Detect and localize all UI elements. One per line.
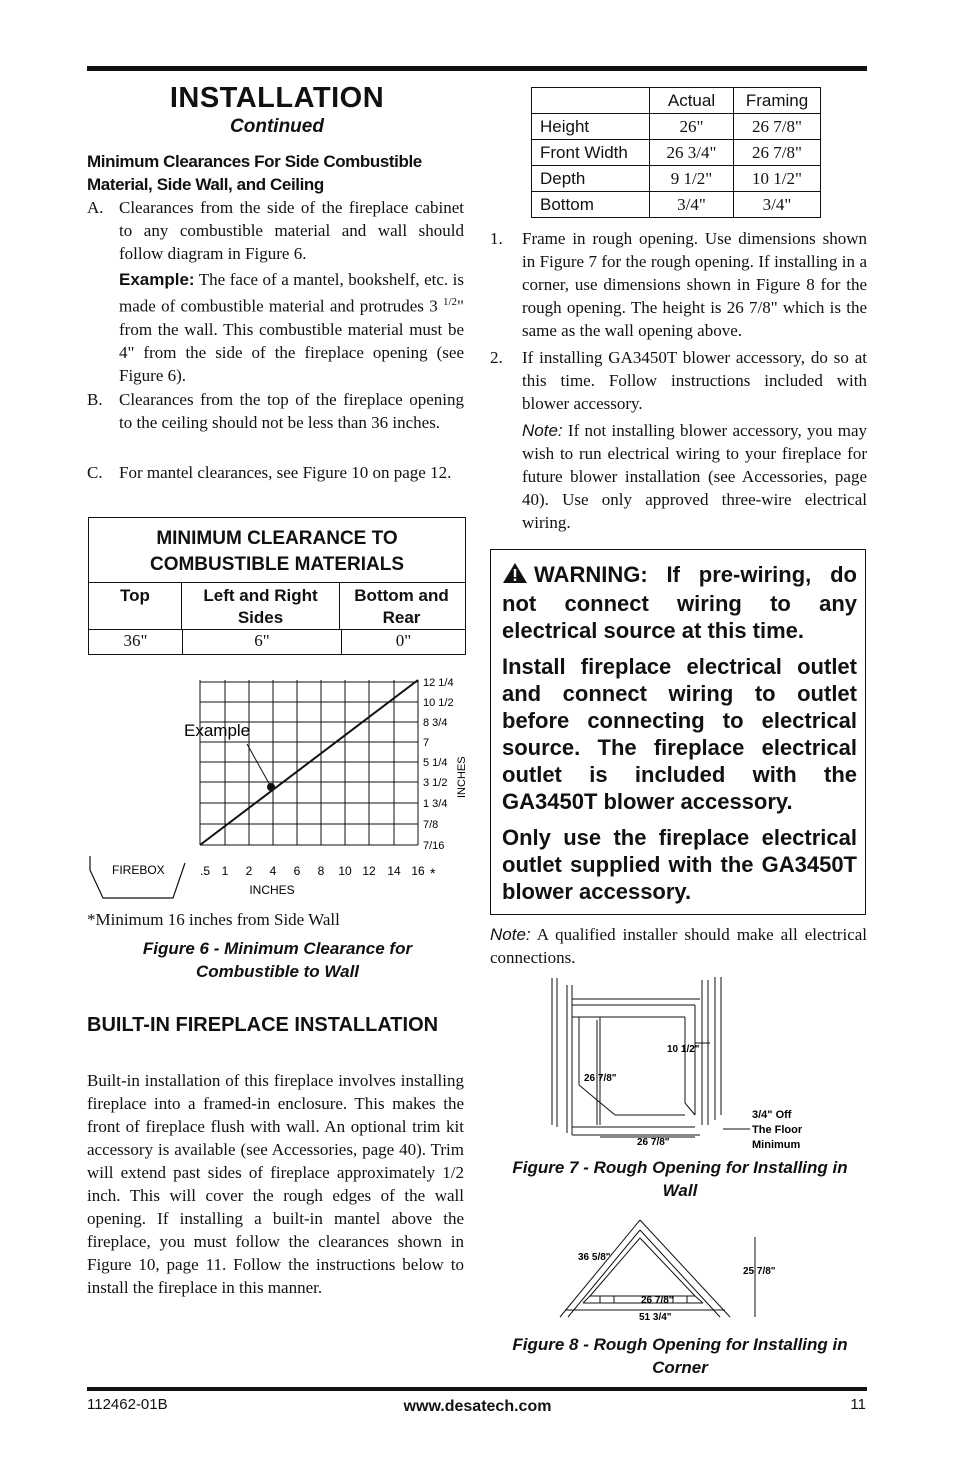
warning-text-1: WARNING: If pre-wiring, do not connect wiring to any electrical source at this time. <box>502 562 857 643</box>
page-number: 11 <box>850 1396 866 1413</box>
table-row <box>532 140 821 166</box>
note-text: If not installing blower accessory, you may wish to run electrical wiring to your fireplace for future blower installation (see Accessories, page 40). Use only approved three-wire electrical wiring. <box>522 421 867 532</box>
x-tick-label: 8 <box>317 864 325 878</box>
dim-actual: 3/4" <box>650 192 734 218</box>
example-leader <box>247 744 271 787</box>
dim-header-actual: Actual <box>650 88 734 114</box>
table-row <box>532 192 821 218</box>
dimension-table <box>531 87 821 218</box>
figure7-floor-note <box>752 1109 805 1151</box>
dimension-table-header <box>532 88 821 114</box>
list-item-c <box>87 461 464 484</box>
table-row <box>532 166 821 192</box>
figure7-depth-dim: 10 1/2" <box>667 1044 700 1055</box>
firebox-label: FIREBOX <box>112 863 165 877</box>
dim-framing: 26 7/8" <box>734 140 821 166</box>
top-rule <box>87 66 867 71</box>
example-text <box>119 268 464 387</box>
note-electrical <box>490 923 867 969</box>
item-label: B. <box>87 390 103 409</box>
y-tick-labels <box>423 677 454 852</box>
x-tick-labels <box>200 864 436 881</box>
list-item-b <box>87 388 464 434</box>
dim-framing: 3/4" <box>734 192 821 218</box>
x-tick-label: 4 <box>269 864 277 878</box>
item-label: A. <box>87 198 104 217</box>
clearance-header-bottom: Bottom and Rear <box>354 586 449 627</box>
figure6-caption: Figure 6 - Minimum Clearance for Combustible to Wall <box>142 939 413 981</box>
x-tick-label: 10 <box>338 864 352 878</box>
builtin-heading: BUILT-IN FIREPLACE INSTALLATION <box>87 1014 439 1036</box>
dim-header-framing: Framing <box>734 88 821 114</box>
figure7-width-dim: 26 7/8" <box>637 1137 670 1148</box>
step-text: If installing GA3450T blower accessory, do so at this time. Follow instructions included with blower accessory. <box>522 348 867 413</box>
figure8-caption: Figure 8 - Rough Opening for Installing in Corner <box>512 1335 848 1377</box>
figure8-total-dim: 51 3/4" <box>639 1312 672 1323</box>
figure6-example-label: Example <box>184 721 251 740</box>
dim-label: Bottom <box>532 192 650 218</box>
y-tick-label: 7 <box>423 737 430 749</box>
clearance-header-sides: Left and Right Sides <box>182 583 340 629</box>
step-text: Frame in rough opening. Use dimensions shown in Figure 7 for the rough opening. If installing in a corner, use dimensions shown in Figure 8 for the rough opening. The height is 26 7/8" which is the same as the wall opening above. <box>522 229 867 340</box>
clearance-table <box>88 517 466 655</box>
warning-box <box>490 549 866 915</box>
figure6-diagram <box>85 660 470 900</box>
step-label: 2. <box>490 348 503 367</box>
note-label: Note: <box>490 925 531 944</box>
x-tick-label: 14 <box>387 864 401 878</box>
y-axis-label: INCHES <box>456 756 468 798</box>
figure7-height-dim: 26 7/8" <box>584 1073 617 1084</box>
x-tick-label: 12 <box>362 864 376 878</box>
item-label: C. <box>87 463 103 482</box>
dim-label: Height <box>532 114 650 140</box>
figure8-diagram <box>555 1212 795 1327</box>
bottom-rule <box>87 1387 867 1391</box>
clearances-subhead: Minimum Clearances For Side Combustible Material, Side Wall, and Ceiling <box>87 152 422 194</box>
figure8-front-dim: 26 7/8" <box>641 1295 674 1306</box>
dim-label: Front Width <box>532 140 650 166</box>
part-number: 112462-01B <box>87 1396 168 1413</box>
x-tick-star: * <box>430 865 436 881</box>
step-label: 1. <box>490 229 503 248</box>
figure6-footnote: *Minimum 16 inches from Side Wall <box>87 910 340 929</box>
figure7-caption: Figure 7 - Rough Opening for Installing in Wall <box>512 1158 848 1200</box>
y-tick-label: 1 3/4 <box>423 798 448 810</box>
y-tick-label: 5 1/4 <box>423 757 448 769</box>
step-2 <box>490 346 867 415</box>
note-text: A qualified installer should make all electrical connections. <box>490 925 868 967</box>
warning-line-1 <box>502 561 857 644</box>
builtin-paragraph: Built-in installation of this fireplace involves installing fireplace into a framed-in enclosure. This makes the front of fireplace flush with wall. An optional trim kit accessory is available (see Accessories, page 40). Trim will extend past sides of fireplace approximately 1/2 inch. This will cover the rough edges of the wall opening. If installing a built-in mantel above the fireplace, you must follow the clearances shown in Figure 10, page 11. Follow the instructions below to install the fireplace in this manner. <box>87 1071 464 1297</box>
section-title: INSTALLATION <box>169 82 385 114</box>
x-tick-label: 16 <box>411 864 425 878</box>
y-tick-label: 7/8 <box>423 819 439 831</box>
item-text: Clearances from the side of the fireplace cabinet to any combustible material and wall should follow diagram in Figure 6. <box>119 198 464 263</box>
warning-line-3: Only use the fireplace electrical outlet supplied with the GA3450T blower accessory. <box>502 825 857 904</box>
item-text: Clearances from the top of the fireplace opening to the ceiling should not be less than 36 inches. <box>119 390 464 432</box>
x-axis-label: INCHES <box>249 883 295 897</box>
x-tick-label: 2 <box>245 864 253 878</box>
y-tick-label: 12 1/4 <box>423 677 454 689</box>
figure7-framing <box>552 977 721 1135</box>
dim-header-blank <box>532 88 650 114</box>
example-text-post: " from the wall. This combustible material must be 4" from the side of the fireplace opening (see Figure 6). <box>119 296 464 385</box>
dim-actual: 9 1/2" <box>650 166 734 192</box>
figure8-height-dim: 25 7/8" <box>743 1266 776 1277</box>
clearance-table-header-row <box>89 583 465 629</box>
warning-icon <box>502 562 528 590</box>
clearance-table-value-row <box>89 629 465 654</box>
clearance-table-title: MINIMUM CLEARANCE TO COMBUSTIBLE MATERIALS <box>89 518 465 583</box>
figure8-diag-dim: 36 5/8" <box>578 1252 611 1263</box>
floor-note-line3: Minimum <box>752 1139 801 1151</box>
x-tick-label: 6 <box>293 864 301 878</box>
y-tick-label: 3 1/2 <box>423 777 448 789</box>
table-row <box>532 114 821 140</box>
warning-line-2: Install fireplace electrical outlet and connect wiring to outlet before connecting to electrical source. The fireplace electrical outlet is included with the GA3450T blower accessory. <box>502 654 857 814</box>
dim-actual: 26" <box>650 114 734 140</box>
list-item-a <box>87 196 464 265</box>
example-fraction: 1/2 <box>442 296 458 308</box>
note-label: Note: <box>522 421 563 440</box>
x-tick-label: .5 <box>200 864 211 878</box>
dim-framing: 10 1/2" <box>734 166 821 192</box>
example-label: Example: <box>119 270 195 289</box>
dim-label: Depth <box>532 166 650 192</box>
y-tick-label: 10 1/2 <box>423 697 454 709</box>
item-text: For mantel clearances, see Figure 10 on page 12. <box>119 463 452 482</box>
clearance-value-sides: 6" <box>183 629 342 654</box>
y-tick-label: 7/16 <box>423 840 445 852</box>
section-subtitle: Continued <box>230 116 324 137</box>
example-paragraph <box>87 268 464 387</box>
clearance-header-top: Top <box>89 583 182 629</box>
clearance-value-bottom: 0" <box>342 629 465 654</box>
note-blower <box>490 419 867 534</box>
figure7-diagram <box>545 975 845 1155</box>
website-link[interactable]: www.desatech.com <box>403 1398 552 1415</box>
dim-actual: 26 3/4" <box>650 140 734 166</box>
floor-note-line2: The Floor <box>752 1124 803 1136</box>
step-1 <box>490 227 867 342</box>
x-tick-label: 1 <box>221 864 229 878</box>
example-text-pre: The face of a mantel, bookshelf, etc. is made of combustible material and protrudes 3 <box>119 270 464 316</box>
clearance-value-top: 36" <box>89 629 183 654</box>
dim-framing: 26 7/8" <box>734 114 821 140</box>
y-tick-label: 8 3/4 <box>423 717 448 729</box>
floor-note-line1: 3/4" Off <box>752 1109 792 1121</box>
